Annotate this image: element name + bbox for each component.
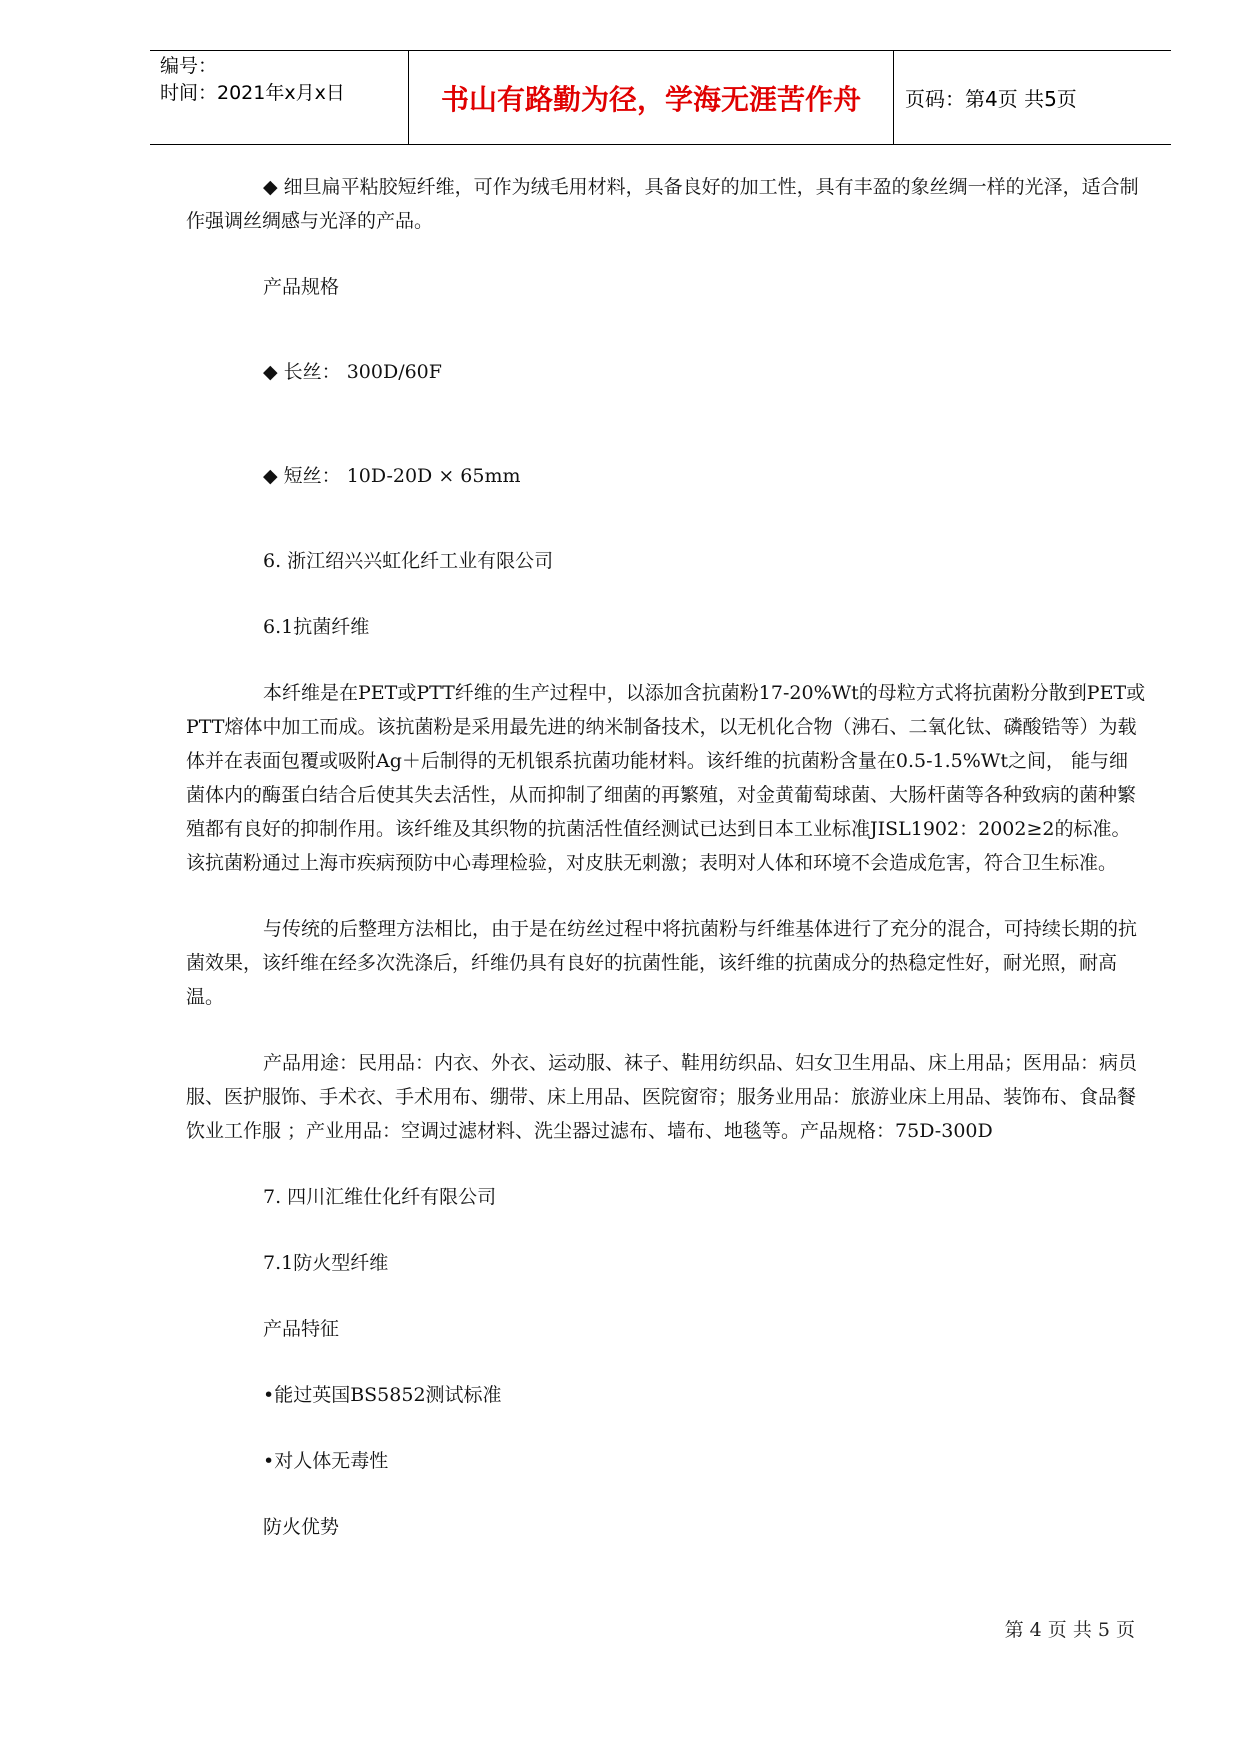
header-left [160, 53, 410, 107]
paragraph-comparison: 与传统的后整理方法相比，由于是在纺丝过程中将抗菌粉与纤维基体进行了充分的混合，可持续长期的抗菌效果，该纤维在经多次洗涤后，纤维仍具有良好的抗菌性能，该纤维的抗菌成分的热稳定性好，耐光照，耐高温。 [186, 918, 1138, 1008]
time-label: 时间：2021年x月x日 [160, 82, 345, 104]
feature-item: •能过英国BS5852测试标准 [263, 1384, 502, 1406]
page-footer: 第 4 页 共 5 页 [1004, 1619, 1135, 1641]
spec-long-filament: ◆ 长丝： 300D/60F [263, 361, 442, 383]
header-motto: 书山有路勤为径，学海无涯苦作舟 [408, 51, 894, 144]
spec-short-fiber: ◆ 短丝： 10D-20D × 65mm [263, 465, 521, 487]
paragraph-usage: 产品用途：民用品：内衣、外衣、运动服、袜子、鞋用纺织品、妇女卫生用品、床上用品；医用品：病员服、医护服饰、手术衣、手术用布、绷带、床上用品、医院窗帘；服务业用品：旅游业床上用品、装饰布、食品餐饮业工作服 ；产业用品：空调过滤材料、洗尘器过滤布、墙布、地毯等。产品规格：75D-300D [186, 1052, 1138, 1142]
company-7-heading: 7. 四川汇维仕化纤有限公司 [263, 1186, 497, 1208]
feature-item: •对人体无毒性 [263, 1450, 389, 1472]
number-label: 编号： [160, 55, 218, 77]
page-header [150, 50, 1171, 145]
document-body [186, 170, 1146, 1544]
header-page-label: 页码：第4页 共5页 [905, 87, 1077, 111]
company-6-heading: 6. 浙江绍兴兴虹化纤工业有限公司 [263, 550, 554, 572]
paragraph-antibacterial: 本纤维是在PET或PTT纤维的生产过程中，以添加含抗菌粉17-20%Wt的母粒方式将抗菌粉分散到PET或PTT熔体中加工而成。该抗菌粉是采用最先进的纳米制备技术，以无机化合物（沸石、二氧化钛、磷酸锆等）为载体并在表面包覆或吸附Ag＋后制得的无机银系抗菌功能材料。该纤维的抗菌粉含量在0.5-1.5%Wt之间， 能与细菌体内的酶蛋白结合后使其失去活性，从而抑制了细菌的再繁殖，对金黄葡萄球菌、大肠杆菌等各种致病的菌种繁殖都有良好的抑制作用。该纤维及其织物的抗菌活性值经测试已达到日本工业标准JISL1902：2002≥2的标准。该抗菌粉通过上海市疾病预防中心毒理检验，对皮肤无刺激；表明对人体和环境不会造成危害，符合卫生标准。 [186, 682, 1146, 874]
paragraph-viscose: ◆ 细旦扁平粘胶短纤维，可作为绒毛用材料，具备良好的加工性，具有丰盈的象丝绸一样的光泽，适合制作强调丝绸感与光泽的产品。 [186, 176, 1139, 232]
features-title: 产品特征 [263, 1318, 340, 1340]
spec-title: 产品规格 [263, 276, 340, 298]
section-6-1-heading: 6.1抗菌纤维 [263, 616, 370, 638]
advantage-title: 防火优势 [263, 1516, 340, 1538]
section-7-1-heading: 7.1防火型纤维 [263, 1252, 389, 1274]
